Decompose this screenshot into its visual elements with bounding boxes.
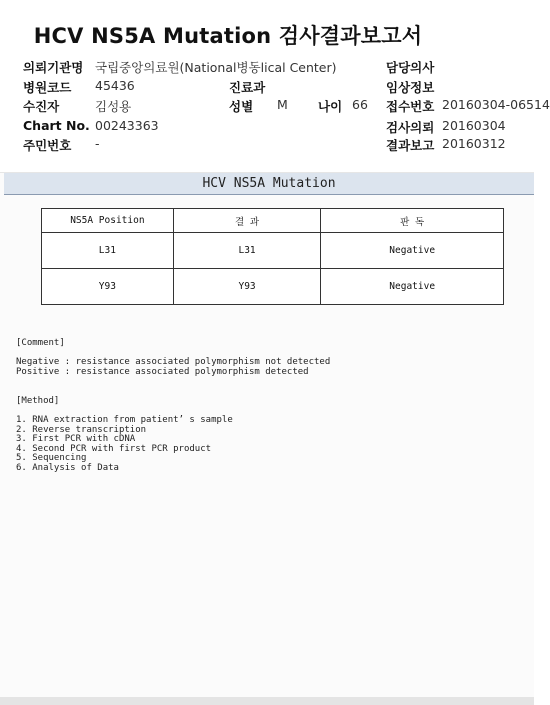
chart-no-label: Chart No. bbox=[23, 118, 90, 133]
patient-label: 수진자 bbox=[23, 99, 60, 114]
sex-label: 성별 bbox=[229, 99, 254, 114]
table-row bbox=[42, 269, 504, 305]
receipt-no-value: 20160304-06514 bbox=[442, 97, 550, 112]
clinical-info-label: 임상정보 bbox=[386, 80, 435, 95]
interpretation-cell: Negative bbox=[321, 269, 504, 305]
hospital-code-label: 병원코드 bbox=[23, 80, 72, 95]
request-date-value: 20160304 bbox=[442, 118, 506, 133]
column-header: 판 독 bbox=[321, 209, 504, 233]
comment-heading: [Comment] bbox=[16, 338, 65, 348]
position-cell: Y93 bbox=[42, 269, 174, 305]
result-cell: L31 bbox=[173, 233, 321, 269]
sex-value: M bbox=[277, 97, 288, 112]
report-scan bbox=[0, 172, 534, 698]
chart-no-value: 00243363 bbox=[95, 118, 159, 133]
report-date-label: 결과보고 bbox=[386, 138, 435, 153]
method-line: 5. Sequencing bbox=[16, 453, 87, 464]
institution-value: 국립중앙의료원(National병동lical Center) bbox=[95, 60, 337, 75]
bottom-margin bbox=[0, 697, 534, 705]
report-header: HCV NS5A Mutation bbox=[4, 173, 534, 195]
age-value: 66 bbox=[352, 97, 368, 112]
result-cell: Y93 bbox=[173, 269, 321, 305]
method-line: 2. Reverse transcription bbox=[16, 424, 147, 435]
institution-label: 의뢰기관명 bbox=[23, 60, 84, 75]
page-title: HCV NS5A Mutation 검사결과보고서 bbox=[33, 24, 423, 48]
hospital-code-value: 45436 bbox=[95, 78, 135, 93]
method-line: 6. Analysis of Data bbox=[16, 463, 119, 473]
method-line: 4. Second PCR with first PCR product bbox=[16, 443, 212, 454]
doctor-label: 담당의사 bbox=[386, 60, 435, 75]
column-header: NS5A Position bbox=[42, 209, 174, 233]
resident-no-value: - bbox=[95, 136, 100, 151]
column-header: 결 과 bbox=[173, 209, 321, 233]
results-table bbox=[41, 208, 504, 305]
method-line: 3. First PCR with cDNA bbox=[16, 434, 136, 445]
age-label: 나이 bbox=[318, 99, 343, 114]
table-header-row bbox=[42, 209, 504, 233]
department-label: 진료과 bbox=[229, 80, 266, 95]
comment-line: Negative : resistance associated polymorphism not detected bbox=[16, 357, 331, 367]
patient-value: 김성용 bbox=[95, 99, 132, 114]
table-row bbox=[42, 233, 504, 269]
request-date-label: 검사의뢰 bbox=[386, 120, 435, 135]
interpretation-cell: Negative bbox=[321, 233, 504, 269]
position-cell: L31 bbox=[42, 233, 174, 269]
resident-no-label: 주민번호 bbox=[23, 138, 72, 153]
comment-line: Positive : resistance associated polymorphism detected bbox=[16, 367, 309, 377]
report-date-value: 20160312 bbox=[442, 136, 506, 151]
receipt-no-label: 접수번호 bbox=[386, 99, 435, 114]
method-line: 1. RNA extraction from patient’ s sample bbox=[16, 415, 233, 425]
method-heading: [Method] bbox=[16, 396, 60, 406]
